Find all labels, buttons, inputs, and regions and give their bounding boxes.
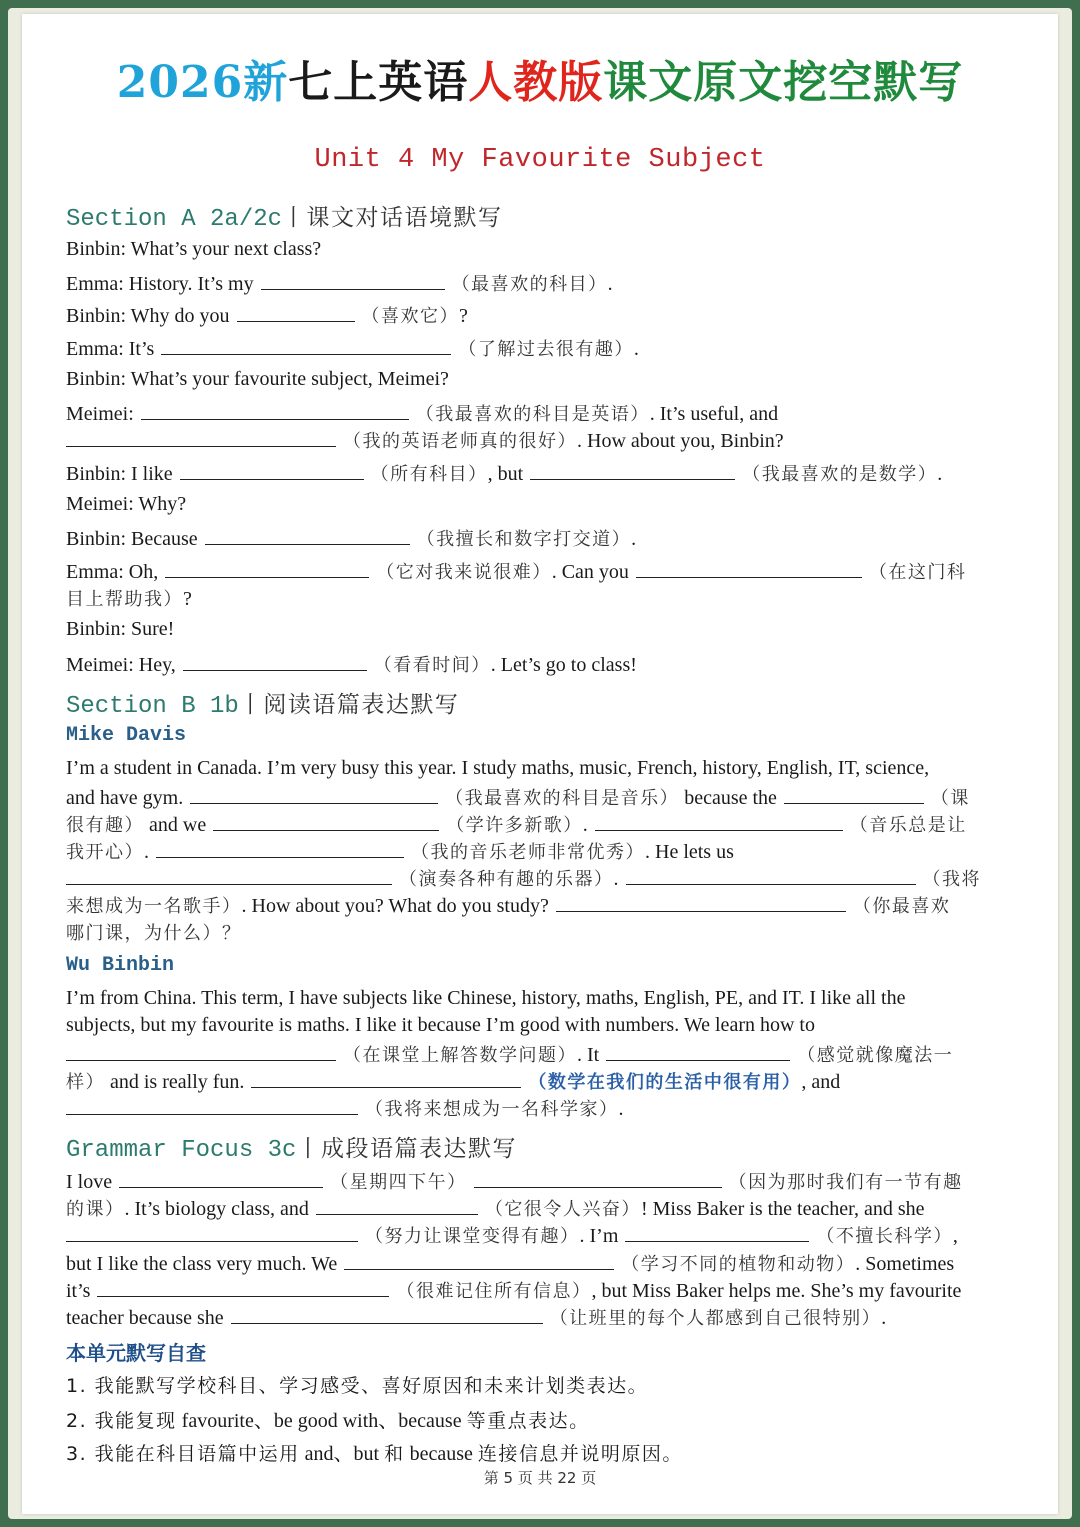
fill-blank[interactable] [161,336,451,355]
dialogue-line: 目上帮助我）? [66,588,192,610]
title-part4: 课文原文挖空默写 [603,57,964,108]
passage-line: subjects, but my favourite is maths. I like it because I’m good with numbers. We learn how to [66,1014,815,1036]
dialogue-line: Binbin: Sure! [66,618,175,640]
title-part1: 2026新 [116,57,289,108]
section-b-heading [66,686,459,720]
fill-blank[interactable] [231,1305,543,1324]
section-b-heading-cn: 丨阅读语篇表达默写 [238,692,460,718]
passage-line: I’m a student in Canada. I’m very busy this year. I study maths, music, French, history, English, IT, science, [66,757,930,779]
dialogue-line: Binbin: What’s your next class? [66,238,322,260]
fill-blank[interactable] [316,1196,478,1215]
grammar-focus-heading [66,1130,517,1164]
fill-blank[interactable] [636,559,862,578]
fill-blank[interactable] [156,839,404,858]
dialogue-line: Emma: History. It’s my （最喜欢的科目）. [66,273,613,295]
fill-blank[interactable] [213,812,439,831]
main-title [0,46,1080,110]
passage-line: 哪门课，为什么）？ [66,923,242,944]
fill-blank[interactable] [190,785,438,804]
fill-blank[interactable] [119,1169,323,1188]
fill-blank[interactable] [595,812,843,831]
fill-blank[interactable] [97,1278,389,1297]
passage-line: I love （星期四下午） （因为那时我们有一节有趣 [66,1171,963,1193]
fill-blank[interactable] [625,1223,809,1242]
fill-blank[interactable] [205,526,410,545]
self-check-item: 1. 我能默写学校科目、学习感受、喜好原因和未来计划类表达。 [66,1375,649,1397]
self-check-title: 本单元默写自查 [66,1341,206,1365]
fill-blank[interactable] [66,1096,358,1115]
passage-line: it’s （很难记住所有信息）, but Miss Baker helps me. She’s my favourite [66,1280,962,1302]
fill-blank[interactable] [626,866,916,885]
fill-blank[interactable] [66,1223,358,1242]
dialogue-line: Binbin: Why do you （喜欢它）? [66,305,468,327]
passage-author-mike: Mike Davis [66,724,187,747]
fill-blank[interactable] [784,785,924,804]
fill-blank[interactable] [261,271,445,290]
grammar-focus-heading-cn: 丨成段语篇表达默写 [296,1136,517,1162]
passage-line: 的课）. It’s biology class, and （它很令人兴奋）! Miss Baker is the teacher, and she [66,1198,925,1220]
title-part3: 人教版 [468,57,604,108]
dialogue-line: Binbin: I like （所有科目）, but （我最喜欢的是数学）. [66,463,943,485]
fill-blank[interactable] [530,461,735,480]
dialogue-line: Emma: Oh, （它对我来说很难）. Can you （在这门科 [66,561,967,583]
fill-blank[interactable] [66,1042,336,1061]
dialogue-line: Binbin: What’s your favourite subject, Meimei? [66,368,449,390]
title-part2: 七上英语 [288,57,469,108]
passage-author-wu: Wu Binbin [66,954,175,977]
section-a-heading-en: Section A 2a/2c [66,206,283,233]
fill-blank[interactable] [66,428,336,447]
self-check-item: 2. 我能复现 favourite、be good with、because 等重点表达。 [66,1410,590,1432]
fill-blank[interactable] [180,461,364,480]
passage-line: and have gym. （我最喜欢的科目是音乐） because the （课 [66,787,970,809]
highlighted-hint: （数学在我们的生活中很有用） [528,1072,802,1093]
fill-blank[interactable] [183,652,367,671]
section-a-heading [66,199,503,233]
fill-blank[interactable] [66,866,392,885]
passage-line: （我将来想成为一名科学家）. [66,1095,1018,1121]
passage-line: but I like the class very much. We （学习不同的植物和动物）. Sometimes [66,1253,955,1275]
dialogue-line: Meimei: Hey, （看看时间）. Let’s go to class! [66,654,637,676]
dialogue-line: Meimei: （我最喜欢的科目是英语）. It’s useful, and [66,403,779,425]
dialogue-line: Binbin: Because （我擅长和数字打交道）. [66,528,637,550]
passage-line: 我开心）. （我的音乐老师非常优秀）. He lets us [66,841,734,863]
fill-blank[interactable] [556,893,846,912]
fill-blank[interactable] [606,1042,790,1061]
dialogue-line: Emma: It’s （了解过去很有趣）. [66,338,639,360]
fill-blank[interactable] [165,559,369,578]
passage-line: （在课堂上解答数学问题）. It （感觉就像魔法一 [66,1041,1018,1067]
fill-blank[interactable] [474,1169,722,1188]
passage-line: 样） and is really fun. （数学在我们的生活中很有用）, and [66,1071,841,1093]
passage-line: （努力让课堂变得有趣）. I’m （不擅长科学）, [66,1222,1018,1248]
fill-blank[interactable] [251,1069,521,1088]
fill-blank[interactable] [344,1251,614,1270]
dialogue-line: （我的英语老师真的很好）. How about you, Binbin? [66,427,1018,453]
unit-title: Unit 4 My Favourite Subject [314,145,766,175]
section-b-heading-en: Section B 1b [66,693,239,720]
grammar-focus-heading-en: Grammar Focus 3c [66,1137,297,1164]
passage-line: I’m from China. This term, I have subjects like Chinese, history, maths, English, PE, and IT. I like all the [66,987,906,1009]
page-number: 第 5 页 共 22 页 [483,1469,597,1487]
section-a-heading-cn: 丨课文对话语境默写 [282,205,503,231]
fill-blank[interactable] [141,401,409,420]
self-check-item: 3. 我能在科目语篇中运用 and、but 和 because 连接信息并说明原因。 [66,1443,683,1465]
passage-line: teacher because she （让班里的每个人都感到自己很特别）. [66,1307,887,1329]
passage-line: （演奏各种有趣的乐器）. （我将 [66,865,1018,891]
dialogue-line: Meimei: Why? [66,493,187,515]
fill-blank[interactable] [237,303,355,322]
passage-line: 很有趣） and we （学许多新歌）. （音乐总是让 [66,814,967,836]
passage-line: 来想成为一名歌手）. How about you? What do you study? （你最喜欢 [66,895,951,917]
